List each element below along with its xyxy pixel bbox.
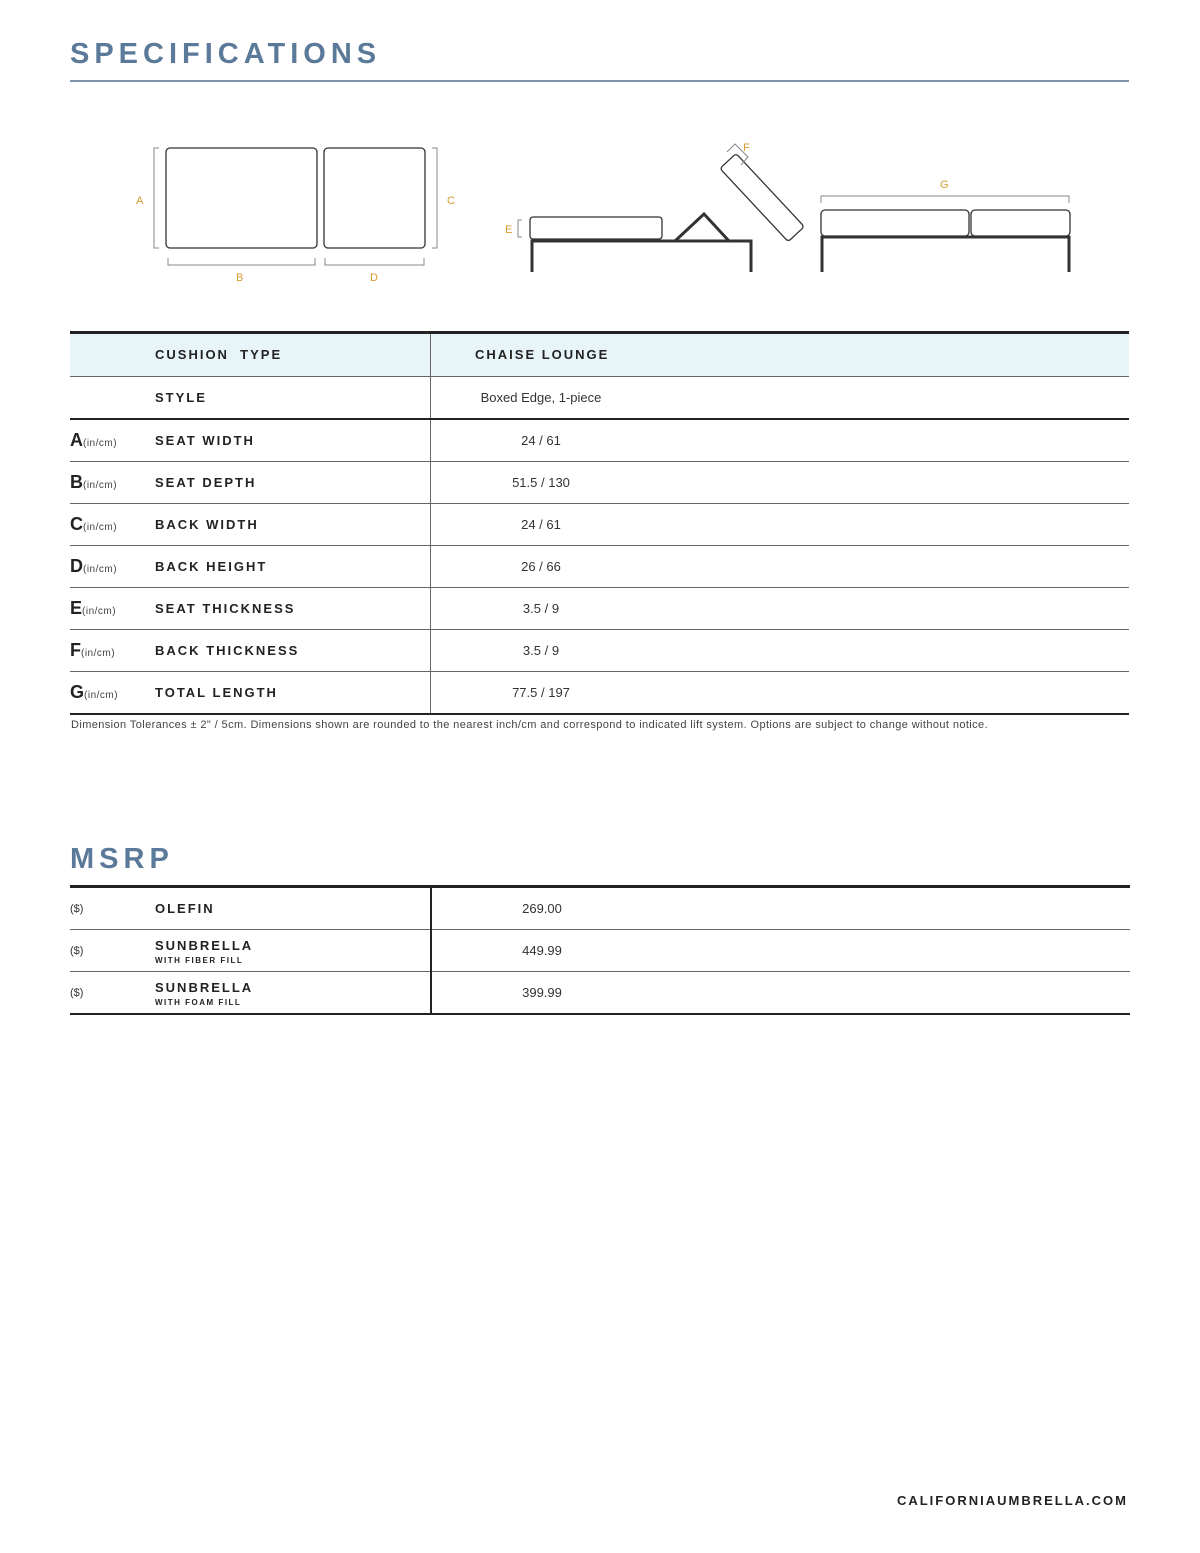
currency-label: ($) xyxy=(70,887,140,930)
style-label: STYLE xyxy=(155,389,207,405)
row-value: 77.5 / 197 xyxy=(512,685,570,700)
dimension-footnote: Dimension Tolerances ± 2" / 5cm. Dimensions shown are rounded to the nearest inch/cm and correspond to indicated lift system. Options are subject to change without notice. xyxy=(71,719,989,731)
style-value: Boxed Edge, 1-piece xyxy=(480,390,602,405)
table-row xyxy=(70,887,1130,930)
dim-label-d: D xyxy=(370,272,378,284)
row-label: SEAT WIDTH xyxy=(155,432,255,448)
cushion-type-label: CUSHION TYPE xyxy=(155,347,283,362)
dim-letter: B xyxy=(70,472,83,492)
row-value: 24 / 61 xyxy=(521,517,561,532)
dim-unit: (in/cm) xyxy=(84,690,119,701)
dim-label-a: A xyxy=(136,195,144,207)
currency-label: ($) xyxy=(70,930,140,972)
dim-unit: (in/cm) xyxy=(81,648,116,659)
dim-label-f: F xyxy=(743,142,750,154)
dim-letter: F xyxy=(70,640,81,660)
fill-sublabel: WITH FOAM FILL xyxy=(155,997,242,1007)
cushion-diagram-svg xyxy=(0,120,1200,310)
dim-label-b: B xyxy=(236,272,244,284)
row-label: TOTAL LENGTH xyxy=(155,684,278,700)
table-row xyxy=(70,972,1130,1015)
dim-letter: D xyxy=(70,556,83,576)
currency-label: ($) xyxy=(70,986,84,999)
table-row xyxy=(70,588,1129,630)
table-row xyxy=(70,672,1129,715)
dimension-diagrams xyxy=(0,120,1200,310)
dim-unit: (in/cm) xyxy=(83,522,118,533)
dim-letter: G xyxy=(70,682,85,702)
table-row xyxy=(70,504,1129,546)
style-row xyxy=(70,377,1129,420)
msrp-table xyxy=(70,885,1130,1015)
dim-letter: E xyxy=(70,598,83,618)
fill-sublabel: WITH FIBER FILL xyxy=(155,955,244,965)
flat-view-diagram xyxy=(821,196,1070,272)
fabric-label: OLEFIN xyxy=(155,900,215,916)
website-link[interactable]: CALIFORNIAUMBRELLA.COM xyxy=(896,1493,1128,1508)
dim-unit: (in/cm) xyxy=(83,564,118,575)
dim-label-g: G xyxy=(940,179,949,191)
row-label: SEAT DEPTH xyxy=(155,474,257,490)
price-value: 399.99 xyxy=(522,985,562,1000)
title-divider xyxy=(70,80,1129,82)
dim-letter: C xyxy=(70,514,83,534)
row-label: BACK THICKNESS xyxy=(155,642,300,658)
price-value: 449.99 xyxy=(522,943,562,958)
row-label: SEAT THICKNESS xyxy=(155,600,296,616)
row-value: 24 / 61 xyxy=(521,433,561,448)
cushion-type-value: CHAISE LOUNGE xyxy=(475,347,610,362)
dim-letter: A xyxy=(70,430,83,450)
price-value: 269.00 xyxy=(522,901,562,916)
row-value: 3.5 / 9 xyxy=(522,601,560,616)
table-row xyxy=(70,630,1129,672)
row-label: BACK WIDTH xyxy=(155,516,259,532)
msrp-title: MSRP xyxy=(70,843,174,875)
table-row xyxy=(70,419,1129,462)
fabric-label: SUNBRELLA xyxy=(155,979,254,995)
table-header-row xyxy=(70,333,1129,377)
dim-unit: (in/cm) xyxy=(83,480,118,491)
specifications-table xyxy=(70,331,1129,715)
side-view-diagram xyxy=(518,144,804,272)
table-row xyxy=(70,546,1129,588)
dim-label-c: C xyxy=(447,195,455,207)
dim-label-e: E xyxy=(505,224,513,236)
top-view-diagram xyxy=(154,148,437,265)
table-row xyxy=(70,930,1130,972)
page-title: SPECIFICATIONS xyxy=(70,38,382,70)
dim-unit: (in/cm) xyxy=(82,606,117,617)
row-value: 26 / 66 xyxy=(521,559,561,574)
dim-unit: (in/cm) xyxy=(83,438,118,449)
row-label: BACK HEIGHT xyxy=(155,558,268,574)
row-value: 51.5 / 130 xyxy=(512,475,570,490)
fabric-label: SUNBRELLA xyxy=(155,937,254,953)
row-value: 3.5 / 9 xyxy=(522,643,560,658)
table-row xyxy=(70,462,1129,504)
